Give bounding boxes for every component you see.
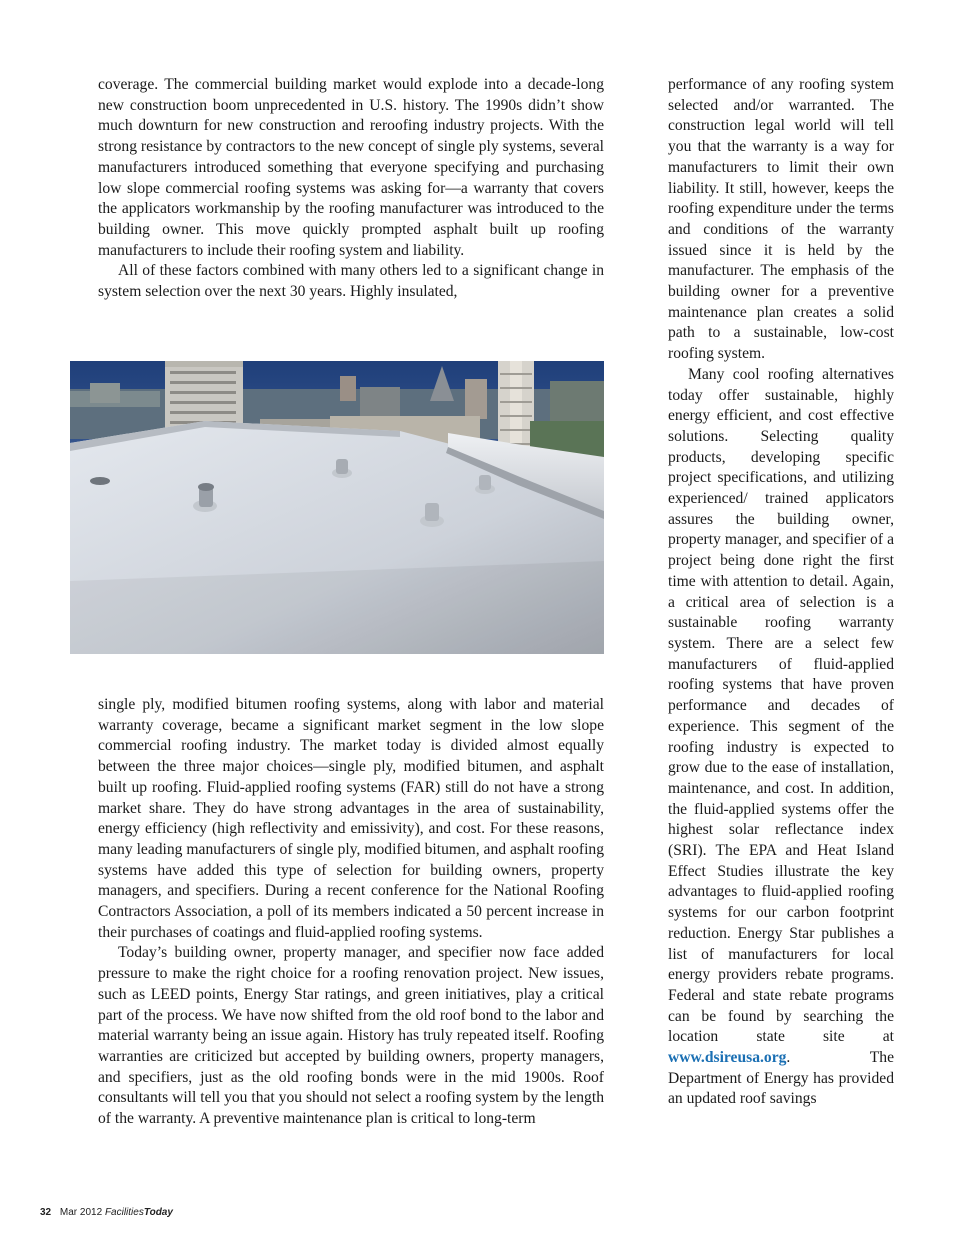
rooftop-photo — [70, 361, 604, 654]
paragraph: single ply, modified bitumen roofing systems, along with labor and material warranty coverage, became a significant market segment in the low slope commercial roofing industry. The market today is divided almost equally between the three major choices—single ply, modified bitumen, and asphalt built up roofing. Fluid-applied roofing systems (FAR) still do not have a strong market share. They do have strong advantages in the area of sustainability, energy efficiency (high reflectivity and emissivity), and cost. For these reasons, many leading manufacturers of single ply, modified bitumen, and asphalt roofing systems have added this type of selection for building owners, property managers, and specifiers. During a recent conference for the National Roofing Contractors Association, a poll of its members indicated a 50 percent increase in their purchases of coatings and fluid-applied roofing systems. — [98, 696, 604, 941]
issue-date: Mar 2012 — [59, 1207, 103, 1218]
publication-brand: Today — [143, 1207, 173, 1218]
paragraph: All of these factors combined with many others led to a significant change in system selection over the next 30 years. Highly insulated, — [98, 262, 604, 301]
paragraph: Today’s building owner, property manager, and specifier now face added pressure to make the right choice for a roofing renovation project. New issues, such as LEED points, Energy Star ratings, and green initiatives, play a critical part of the process. We have now shifted from the old roof bond to the labor and material warranty being an issue again. History has truly repeated itself. Roofing warranties are criticized but accepted by building owners, property managers, and specifiers, just as the old roofing bonds were in the mid 1900s. Roof consultants will tell you that you should not select a roofing system by the length of the warranty. A preventive maintenance plan is critical to long-term — [98, 944, 604, 1128]
dsireusa-link[interactable]: www.dsireusa.org — [668, 1049, 787, 1067]
paragraph: coverage. The commercial building market would explode into a decade-long new construction boom unprecedented in U.S. history. The 1990s didn’t show much downturn for new construction and reroofing industry projects. With the strong resistance by contractors to the new concept of single ply systems, several manufacturers introduced something that everyone specifying and purchasing low slope commercial roofing systems was asking for—a warranty that covers the applicators workmanship by the roofing manufacturer was introduced to the building owner. This move quickly prompted asphalt built up roofing manufacturers to include their roofing system and liability. — [98, 76, 604, 259]
left-column-bottom — [98, 695, 604, 1130]
rooftop-photo-icon — [70, 361, 604, 654]
right-column — [668, 75, 894, 1110]
paragraph — [668, 365, 894, 1110]
paragraph-text: . The Department of Energy has provided an updated roof savings — [668, 1049, 894, 1108]
paragraph-text: Many cool roofing alternatives today offer sustainable, highly energy efficient, and cost effective solutions. Selecting quality products, developing specific project specifications, and utilizing experienced/ trained applicators assures the building owner, property manager, and specifier of a project being done right the first time with attention to detail. Again, a critical area of selection is a sustainable roofing warranty system. There are a select few manufacturers of fluid-applied roofing systems that have proven performance and decades of experience. This segment of the roofing industry is expected to grow due to the ease of installation, maintenance, and cost. In addition, the fluid-applied systems offer the highest solar reflectance index (SRI). The EPA and Heat Island Effect Studies illustrate the key advantages to fluid-applied roofing systems for our carbon footprint reduction. Energy Star publishes a list of manufacturers for local energy providers rebate programs. Federal and state rebate programs can be found by searching the location state site at — [668, 365, 894, 1046]
publication-name: Facilities — [104, 1207, 144, 1218]
page-footer — [40, 1207, 173, 1218]
left-column-top — [98, 75, 604, 303]
page-number: 32 — [40, 1207, 52, 1218]
paragraph: performance of any roofing system selected and/or warranted. The construction legal world will tell you that the warranty is a way for manufacturers to limit their own liability. It still, however, keeps the roofing expenditure under the terms and conditions of the warranty issued since it is held by the manufacturer. The emphasis of the building owner for a preventive maintenance plan creates a solid path to a sustainable, low-cost roofing system. — [668, 76, 894, 363]
